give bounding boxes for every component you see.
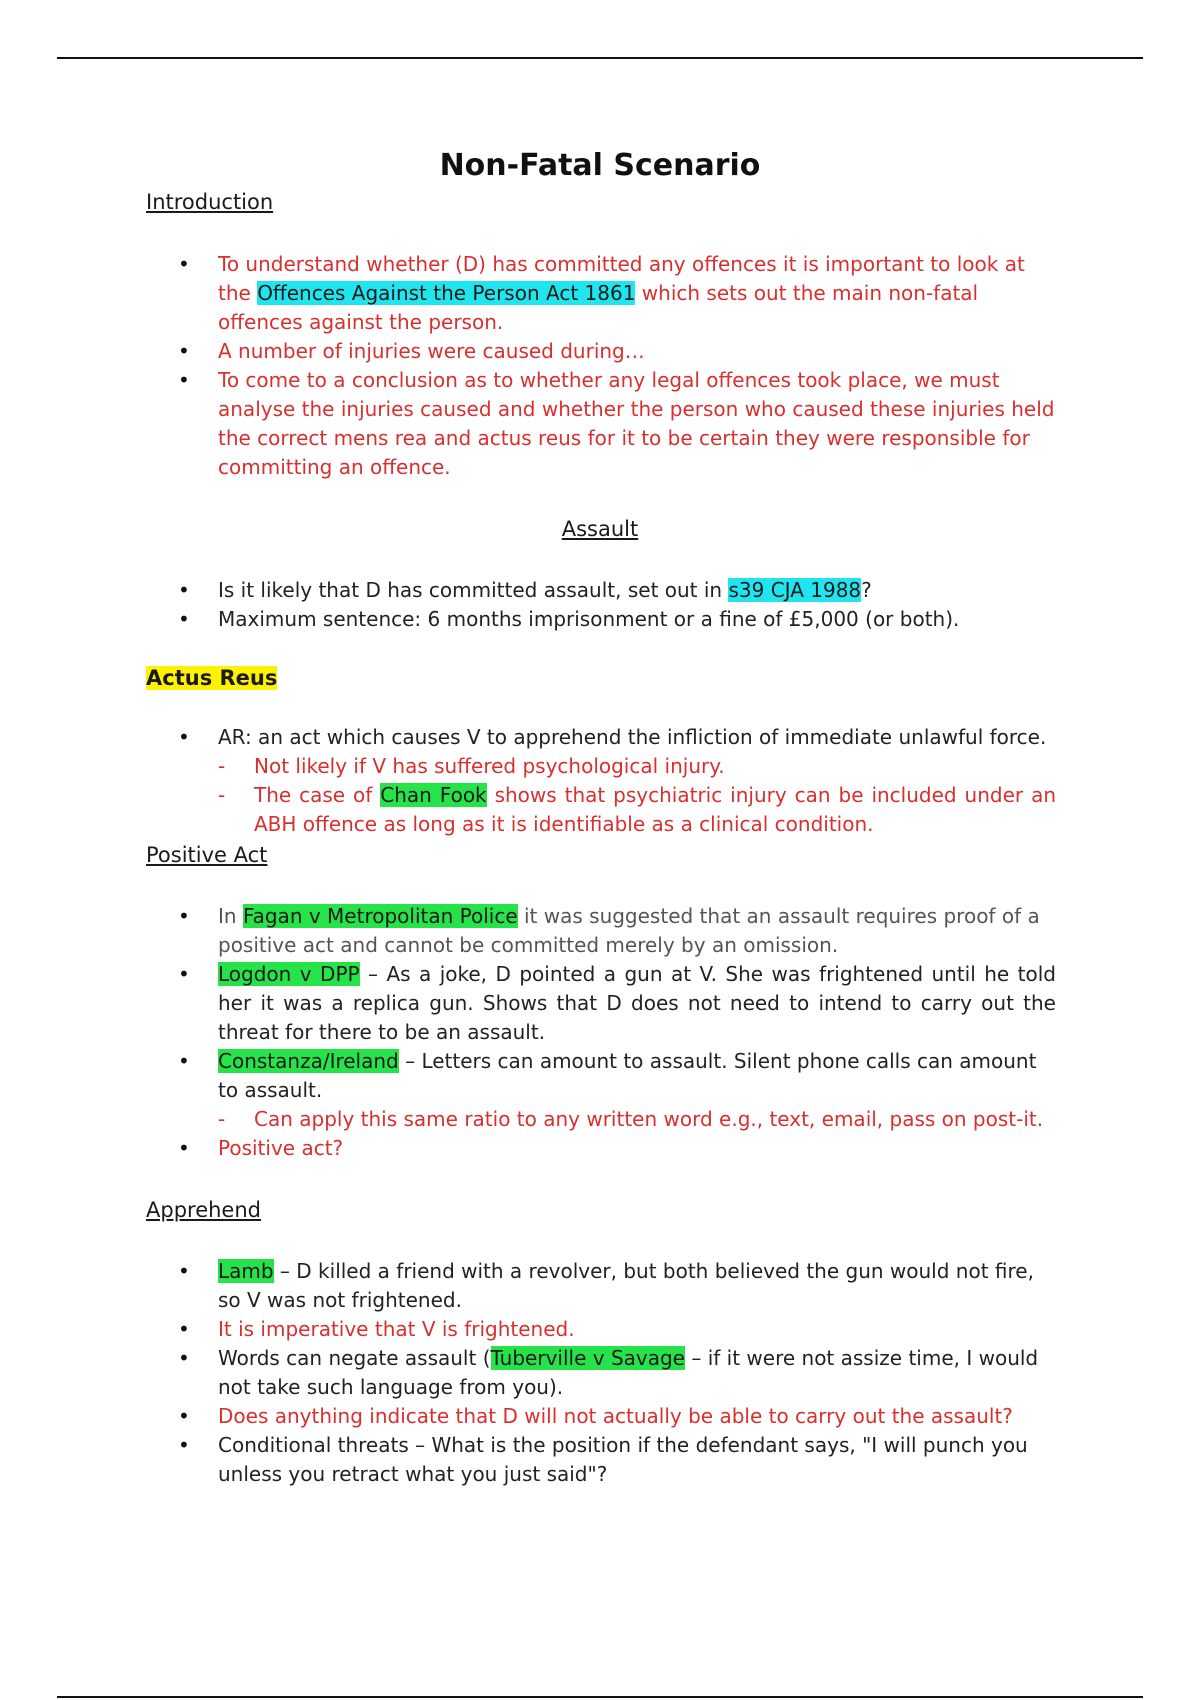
list-item: • Positive act? — [146, 1134, 1056, 1163]
list-subitem: - Not likely if V has suffered psychological injury. — [146, 752, 1056, 781]
positive-act-list — [146, 902, 1056, 1163]
highlight-statute: s39 CJA 1988 — [728, 578, 862, 602]
text: To understand whether (D) has committed any offences it is important to look at the — [218, 252, 1025, 305]
text: it was suggested that an assault requires proof of a positive act and cannot be committed merely by an omission. — [218, 904, 1040, 957]
assault-list — [146, 576, 1056, 634]
list-item — [146, 1344, 1056, 1402]
list-subitem — [146, 781, 1056, 839]
list-item — [146, 960, 1056, 1047]
text: Is it likely that D has committed assault, set out in — [218, 578, 729, 602]
highlight-case: Tuberville v Savage — [490, 1346, 685, 1370]
text: In — [218, 904, 243, 928]
heading-apprehend: Apprehend — [146, 1198, 261, 1222]
text: – if it were not assize time, I would not take such language from you). — [218, 1346, 1039, 1399]
highlight-case: Chan Fook — [380, 783, 487, 807]
page-title: Non-Fatal Scenario — [439, 148, 761, 183]
text: shows that psychiatric injury can be included under an ABH offence as long as it is identifiable as a clinical condition. — [254, 783, 1056, 836]
text: ? — [861, 578, 872, 602]
text: which sets out the main non-fatal offences against the person. — [218, 281, 979, 334]
text: – Letters can amount to assault. Silent phone calls can amount to assault. — [218, 1049, 1037, 1102]
list-subitem: - Can apply this same ratio to any written word e.g., text, email, pass on post-it. — [146, 1105, 1056, 1134]
heading-positive-act: Positive Act — [146, 843, 268, 867]
list-item — [146, 576, 1056, 605]
list-item: • AR: an act which causes V to apprehend the infliction of immediate unlawful force. — [146, 723, 1056, 752]
highlight-case: Fagan v Metropolitan Police — [242, 904, 518, 928]
text: The case of — [254, 783, 381, 807]
apprehend-list — [146, 1257, 1056, 1489]
highlight-statute: Offences Against the Person Act 1861 — [257, 281, 636, 305]
top-rule — [57, 57, 1143, 59]
list-item: • Conditional threats – What is the position if the defendant says, "I will punch you unless you retract what you just said"? — [146, 1431, 1056, 1489]
list-item: • Does anything indicate that D will not actually be able to carry out the assault? — [146, 1402, 1056, 1431]
list-item: • A number of injuries were caused during… — [146, 337, 1056, 366]
actus-reus-list — [146, 723, 1056, 839]
introduction-list — [146, 250, 1056, 482]
heading-actus-reus — [146, 666, 277, 690]
highlight-case: Lamb — [218, 1259, 274, 1283]
list-item: • Maximum sentence: 6 months imprisonment or a fine of £5,000 (or both). — [146, 605, 1056, 634]
list-item — [146, 250, 1056, 337]
list-item — [146, 902, 1056, 960]
list-item: • To come to a conclusion as to whether any legal offences took place, we must analyse the injuries caused and whether the person who caused these injuries held the correct mens rea and actus reus for it to be certain they were responsible for committing an offence. — [146, 366, 1056, 482]
text: – As a joke, D pointed a gun at V. She was frightened until he told her it was a replica gun. Shows that D does not need to intend to carry out the threat for there to be an assault. — [218, 962, 1056, 1044]
list-item — [146, 1257, 1056, 1315]
highlight-case: Logdon v DPP — [218, 962, 360, 986]
bottom-rule — [57, 1696, 1143, 1698]
heading-assault: Assault — [561, 517, 639, 541]
highlight-heading: Actus Reus — [146, 666, 278, 690]
heading-introduction: Introduction — [146, 190, 274, 214]
list-item — [146, 1047, 1056, 1105]
list-item: • It is imperative that V is frightened. — [146, 1315, 1056, 1344]
text: – D killed a friend with a revolver, but both believed the gun would not fire, so V was not frightened. — [218, 1259, 1034, 1312]
highlight-case: Constanza/Ireland — [218, 1049, 399, 1073]
text: Words can negate assault ( — [218, 1346, 491, 1370]
